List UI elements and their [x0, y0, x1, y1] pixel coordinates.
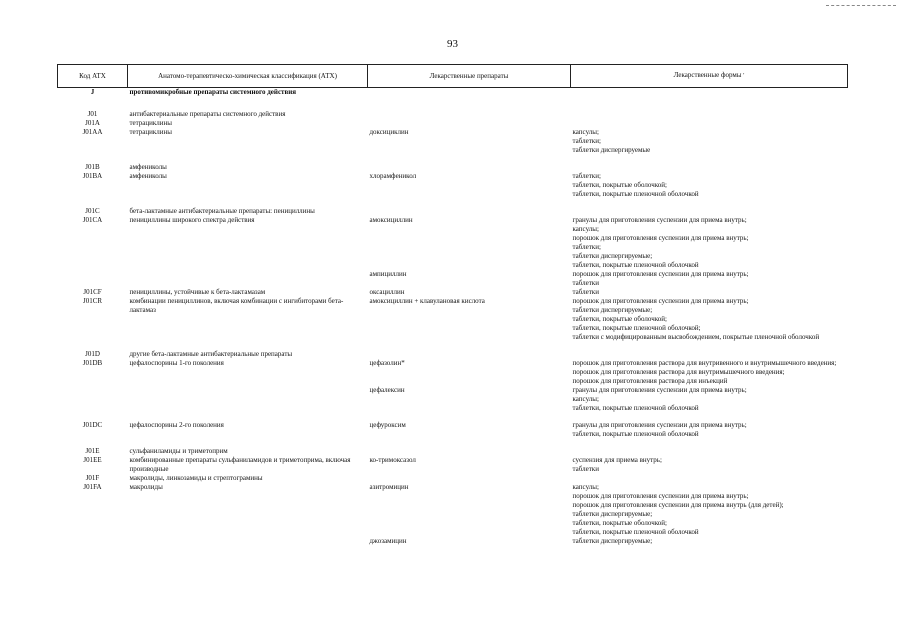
row-spacer [58, 102, 848, 110]
forms-cell [571, 350, 848, 359]
dosage-form: таблетки; [572, 137, 601, 145]
forms-cell [571, 359, 848, 386]
table-row [58, 110, 848, 119]
header-forms [571, 65, 848, 88]
drug-cell: доксициклин [369, 128, 409, 136]
classification-cell: антибактериальные препараты системного действия [129, 110, 286, 118]
row-spacer [58, 413, 848, 421]
table-row [58, 128, 848, 155]
dosage-form: таблетки [572, 288, 599, 296]
dosage-form: гранулы для приготовления суспензии для приема внутрь; [572, 421, 747, 429]
classification-cell: цефалоспорины 1-го поколения [129, 359, 224, 367]
atx-code-cell: J01C [85, 207, 100, 215]
dosage-form: порошок для приготовления суспензии для приема внутрь (для детей); [572, 501, 784, 509]
drug-cell [368, 350, 571, 359]
table-row [58, 359, 848, 386]
atx-code-cell: J01FA [83, 483, 102, 491]
dosage-form: порошок для приготовления суспензии для приема внутрь; [572, 297, 749, 305]
header-row [58, 65, 848, 88]
classification-cell: комбинации пенициллинов, включая комбинации с ингибиторами бета-лактамаз [129, 297, 344, 314]
dosage-form: таблетки диспергируемые; [572, 252, 653, 260]
atx-code-cell: J01CR [82, 297, 103, 305]
dosage-form: таблетки, покрытые оболочкой; [572, 181, 667, 189]
drug-cell: амоксициллин + клавулановая кислота [369, 297, 485, 305]
header-classification: Анатомо-терапевтическо-химическая классификация (АТХ) [128, 65, 368, 88]
dosage-form: суспензия для приема внутрь; [572, 456, 662, 464]
page-number: 93 [447, 38, 458, 50]
dosage-form: таблетки, покрытые пленочной оболочкой [572, 190, 699, 198]
classification-cell: макролиды [129, 483, 163, 491]
dosage-form: порошок для приготовления раствора для внутримышечного введения; [572, 368, 785, 376]
row-spacer [58, 155, 848, 163]
forms-cell [571, 297, 848, 342]
header-forms-label: Лекарственные формы [673, 71, 742, 79]
forms-cell [571, 207, 848, 216]
atx-code-cell: J01BA [82, 172, 103, 180]
table-row [58, 163, 848, 172]
forms-cell [571, 128, 848, 155]
drug-cell [368, 207, 571, 216]
header-drugs: Лекарственные препараты [368, 65, 571, 88]
atx-code-cell [58, 537, 128, 546]
atx-code-cell: J01CA [82, 216, 103, 224]
dosage-form: порошок для приготовления суспензии для приема внутрь; [572, 492, 749, 500]
forms-cell [571, 483, 848, 537]
drug-cell [368, 119, 571, 128]
table-row [58, 386, 848, 413]
drug-cell [368, 163, 571, 172]
dosage-form: гранулы для приготовления суспензии для приема внутрь; [572, 386, 747, 394]
drug-cell: ампициллин [369, 270, 407, 278]
classification-cell: сульфаниламиды и триметоприм [129, 447, 228, 455]
forms-cell [571, 163, 848, 172]
atx-code-cell: J01 [87, 110, 98, 118]
table-row [58, 216, 848, 270]
table-body [58, 88, 848, 547]
dosage-form: таблетки диспергируемые [572, 146, 651, 154]
dosage-form: таблетки, покрытые пленочной оболочкой; [572, 324, 701, 332]
classification-cell [128, 537, 368, 546]
section-row [58, 88, 848, 103]
dosage-form: капсулы; [572, 395, 599, 403]
table-row [58, 456, 848, 474]
row-spacer [58, 439, 848, 447]
dosage-form: таблетки диспергируемые; [572, 510, 653, 518]
classification-cell: пенициллины, устойчивые к бета-лактамазам [129, 288, 266, 296]
forms-cell [571, 270, 848, 288]
dosage-form: таблетки, покрытые оболочкой; [572, 315, 667, 323]
atx-code-cell: J01D [85, 350, 100, 358]
classification-cell: амфениколы [129, 163, 167, 171]
dosage-form: гранулы для приготовления суспензии для приема внутрь; [572, 216, 747, 224]
dosage-form: порошок для приготовления раствора для внутривенного и внутримышечного введения; [572, 359, 837, 367]
table-row [58, 350, 848, 359]
top-dashed-rule [826, 5, 896, 6]
atx-table [57, 64, 848, 546]
drug-cell: азитромицин [369, 483, 409, 491]
classification-cell [128, 386, 368, 413]
dosage-form: таблетки, покрытые пленочной оболочкой [572, 430, 699, 438]
dosage-form: таблетки с модифицированным высвобождением, покрытые пленочной оболочкой [572, 333, 820, 341]
header-forms-mark: ' [743, 73, 745, 79]
forms-cell [571, 386, 848, 413]
forms-cell [571, 537, 848, 546]
drug-cell: цефазолин* [369, 359, 405, 367]
dosage-form: таблетки [572, 465, 599, 473]
drug-cell: цефалексин [369, 386, 405, 394]
forms-cell [571, 474, 848, 483]
classification-cell: тетрациклины [129, 128, 172, 136]
row-spacer [58, 342, 848, 350]
drug-cell: джозамицин [369, 537, 407, 545]
section-code: J [90, 88, 95, 96]
dosage-form: таблетки, покрытые пленочной оболочкой [572, 404, 699, 412]
table-row [58, 297, 848, 342]
classification-cell: амфениколы [129, 172, 167, 180]
forms-cell [571, 456, 848, 474]
dosage-form: таблетки, покрытые пленочной оболочкой [572, 528, 699, 536]
forms-cell [571, 447, 848, 456]
table-row [58, 270, 848, 288]
atx-code-cell: J01F [85, 474, 100, 482]
table-row [58, 421, 848, 439]
forms-cell [571, 172, 848, 199]
atx-code-cell: J01B [85, 163, 100, 171]
classification-cell: другие бета-лактамные антибактериальные препараты [129, 350, 293, 358]
dosage-form: порошок для приготовления суспензии для приема внутрь; [572, 270, 749, 278]
forms-cell [571, 421, 848, 439]
section-title: противомикробные препараты системного действия [129, 88, 297, 96]
table-row [58, 474, 848, 483]
classification-cell: цефалоспорины 2-го поколения [129, 421, 224, 429]
classification-cell: пенициллины широкого спектра действия [129, 216, 255, 224]
atx-code-cell: J01DC [82, 421, 103, 429]
dosage-form: порошок для приготовления суспензии для приема внутрь; [572, 234, 749, 242]
classification-cell: макролиды, линкозамиды и стрептограмины [129, 474, 263, 482]
header-code: Код АТХ [58, 65, 128, 88]
dosage-form: таблетки; [572, 172, 601, 180]
drug-cell: ко-тримоксазол [369, 456, 416, 464]
atx-code-cell: J01DB [82, 359, 103, 367]
drug-cell: амоксициллин [369, 216, 413, 224]
atx-code-cell [58, 386, 128, 413]
dosage-form: таблетки, покрытые пленочной оболочкой [572, 261, 699, 269]
row-spacer [58, 199, 848, 207]
atx-code-cell: J01A [85, 119, 100, 127]
table-row [58, 119, 848, 128]
classification-cell: тетрациклины [129, 119, 172, 127]
drug-cell [368, 447, 571, 456]
drug-cell: хлорамфеникол [369, 172, 417, 180]
atx-code-cell: J01AA [82, 128, 103, 136]
table-row [58, 172, 848, 199]
forms-cell [571, 216, 848, 270]
classification-cell [128, 270, 368, 288]
table-row [58, 483, 848, 537]
table-row [58, 447, 848, 456]
dosage-form: капсулы; [572, 128, 599, 136]
atx-code-cell: J01CF [83, 288, 102, 296]
classification-cell: комбинированные препараты сульфаниламидов и триметоприма, включая производные [129, 456, 351, 473]
classification-cell: бета-лактамные антибактериальные препараты: пенициллины [129, 207, 315, 215]
dosage-form: таблетки, покрытые оболочкой; [572, 519, 667, 527]
drug-cell: оксациллин [369, 288, 405, 296]
dosage-form: капсулы; [572, 225, 599, 233]
table-row [58, 537, 848, 546]
dosage-form: таблетки диспергируемые; [572, 306, 653, 314]
atx-code-cell [58, 270, 128, 288]
forms-cell [571, 110, 848, 119]
dosage-form: таблетки [572, 279, 599, 287]
atx-code-cell: J01EE [83, 456, 102, 464]
dosage-form: таблетки диспергируемые; [572, 537, 653, 545]
dosage-form: таблетки; [572, 243, 601, 251]
dosage-form: капсулы; [572, 483, 599, 491]
table-row [58, 288, 848, 297]
dosage-form: порошок для приготовления раствора для инъекций [572, 377, 728, 385]
drug-cell: цефуроксим [369, 421, 406, 429]
table-row [58, 207, 848, 216]
forms-cell [571, 119, 848, 128]
drug-cell [368, 474, 571, 483]
atx-code-cell: J01E [85, 447, 100, 455]
drug-cell [368, 110, 571, 119]
forms-cell [571, 288, 848, 297]
